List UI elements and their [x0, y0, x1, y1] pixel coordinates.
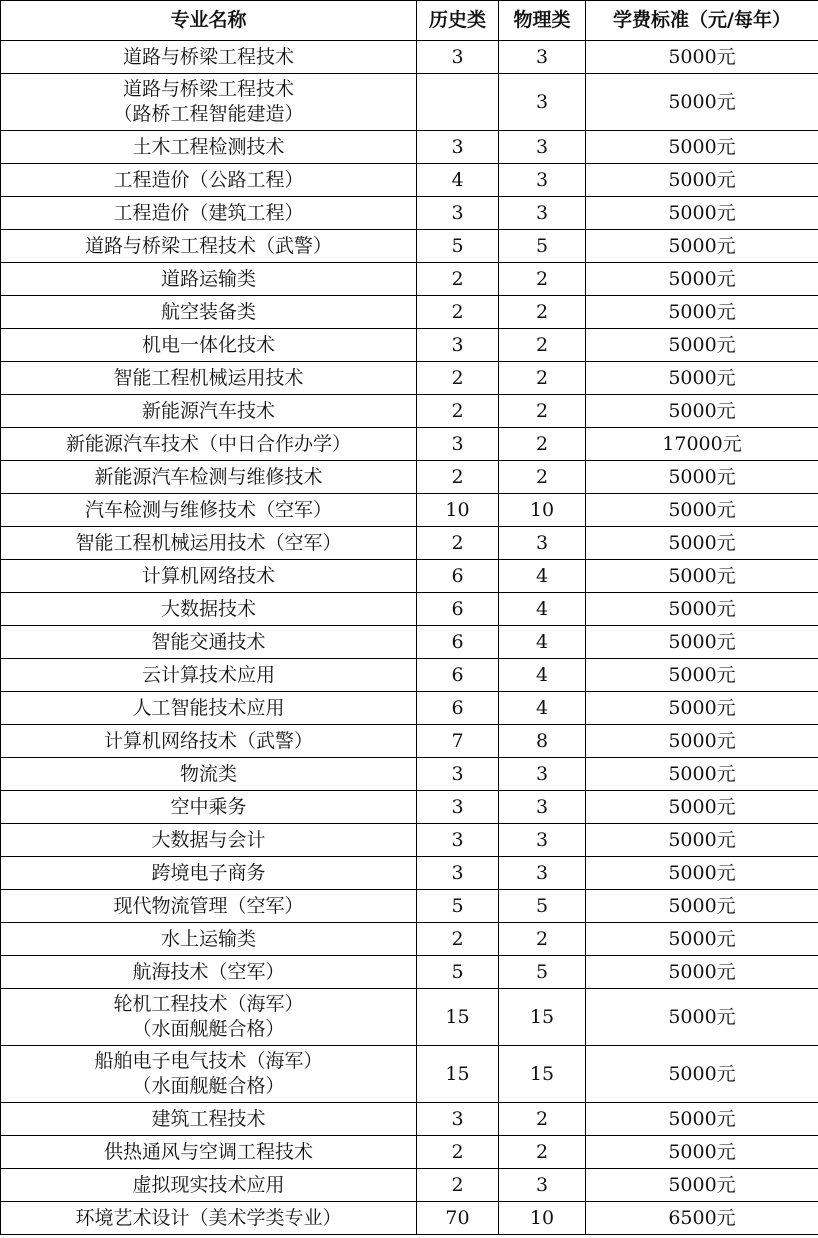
physics-quota-cell: 2 — [499, 263, 586, 296]
major-name-cell — [1, 197, 417, 230]
table-row — [1, 164, 818, 197]
history-quota-cell: 5 — [417, 230, 499, 263]
tuition-fee-cell: 5000元 — [586, 659, 818, 692]
major-name-line: 航空装备类 — [160, 300, 256, 323]
major-name-cell — [1, 428, 417, 461]
table-row — [1, 362, 818, 395]
physics-quota-cell: 5 — [499, 956, 586, 989]
major-name-line: 跨境电子商务 — [151, 861, 266, 884]
major-name-cell — [1, 989, 417, 1046]
header-physics-quota: 物理类 — [499, 1, 586, 41]
major-name-cell — [1, 923, 417, 956]
history-quota-cell: 15 — [417, 989, 499, 1046]
major-name-line: 工程造价（公路工程） — [113, 168, 304, 191]
table-row — [1, 1202, 818, 1235]
history-quota-cell: 2 — [417, 296, 499, 329]
major-name-cell — [1, 494, 417, 527]
history-quota-cell: 2 — [417, 461, 499, 494]
major-name-cell — [1, 1103, 417, 1136]
table-header-row — [1, 1, 818, 41]
table-row — [1, 395, 818, 428]
history-quota-cell: 3 — [417, 329, 499, 362]
physics-quota-cell: 3 — [499, 824, 586, 857]
table-row — [1, 692, 818, 725]
major-name-line: 智能交通技术 — [151, 630, 266, 653]
tuition-fee-cell: 5000元 — [586, 1046, 818, 1103]
history-quota-cell: 6 — [417, 692, 499, 725]
physics-quota-cell: 3 — [499, 164, 586, 197]
major-name-line: 云计算技术应用 — [141, 663, 275, 686]
physics-quota-cell: 3 — [499, 197, 586, 230]
history-quota-cell: 3 — [417, 197, 499, 230]
table-row — [1, 461, 818, 494]
tuition-fee-cell: 5000元 — [586, 1136, 818, 1169]
tuition-fee-cell: 5000元 — [586, 626, 818, 659]
major-name-line: 环境艺术设计（美术学类专业） — [75, 1206, 342, 1229]
table-row — [1, 230, 818, 263]
history-quota-cell: 3 — [417, 1103, 499, 1136]
physics-quota-cell: 4 — [499, 560, 586, 593]
major-name-line: （路桥工程智能建造） — [113, 103, 304, 125]
tuition-fee-cell: 5000元 — [586, 989, 818, 1046]
tuition-fee-cell: 5000元 — [586, 296, 818, 329]
tuition-fee-cell: 5000元 — [586, 956, 818, 989]
history-quota-cell: 6 — [417, 626, 499, 659]
physics-quota-cell: 2 — [499, 329, 586, 362]
history-quota-cell: 2 — [417, 1136, 499, 1169]
history-quota-cell: 2 — [417, 362, 499, 395]
physics-quota-cell: 5 — [499, 230, 586, 263]
table-row — [1, 131, 818, 164]
tuition-fee-cell: 5000元 — [586, 164, 818, 197]
major-name-line: 虚拟现实技术应用 — [132, 1173, 285, 1196]
major-name-line: 轮机工程技术（海军） — [113, 993, 304, 1015]
history-quota-cell: 2 — [417, 1169, 499, 1202]
tuition-fee-cell: 5000元 — [586, 791, 818, 824]
tuition-fee-cell: 5000元 — [586, 725, 818, 758]
table-body — [1, 41, 818, 1235]
major-name-cell — [1, 329, 417, 362]
physics-quota-cell: 2 — [499, 395, 586, 428]
major-name-cell — [1, 164, 417, 197]
table-row — [1, 197, 818, 230]
physics-quota-cell: 3 — [499, 791, 586, 824]
table-row — [1, 791, 818, 824]
physics-quota-cell: 5 — [499, 890, 586, 923]
table-row — [1, 989, 818, 1046]
history-quota-cell: 3 — [417, 131, 499, 164]
table-row — [1, 41, 818, 74]
history-quota-cell: 2 — [417, 263, 499, 296]
header-history-quota: 历史类 — [417, 1, 499, 41]
major-name-cell — [1, 890, 417, 923]
table-row — [1, 1046, 818, 1103]
table-row — [1, 1136, 818, 1169]
table-row — [1, 1103, 818, 1136]
physics-quota-cell: 2 — [499, 461, 586, 494]
major-name-line: 计算机网络技术（武警） — [103, 729, 313, 752]
major-name-cell — [1, 527, 417, 560]
major-name-cell — [1, 593, 417, 626]
major-name-cell — [1, 461, 417, 494]
tuition-fee-cell: 5000元 — [586, 263, 818, 296]
tuition-fee-cell: 5000元 — [586, 692, 818, 725]
major-name-line: （水面舰艇合格） — [132, 1075, 285, 1097]
major-name-cell — [1, 1202, 417, 1235]
table-row — [1, 527, 818, 560]
table-row — [1, 890, 818, 923]
physics-quota-cell: 2 — [499, 923, 586, 956]
physics-quota-cell: 10 — [499, 494, 586, 527]
physics-quota-cell: 3 — [499, 1169, 586, 1202]
major-name-line: 大数据技术 — [160, 597, 256, 620]
tuition-fee-cell: 5000元 — [586, 923, 818, 956]
major-name-line: 智能工程机械运用技术 — [113, 366, 304, 389]
physics-quota-cell: 3 — [499, 527, 586, 560]
major-name-cell — [1, 263, 417, 296]
physics-quota-cell: 4 — [499, 692, 586, 725]
tuition-fee-cell: 5000元 — [586, 1169, 818, 1202]
physics-quota-cell: 2 — [499, 296, 586, 329]
physics-quota-cell: 2 — [499, 362, 586, 395]
tuition-fee-cell: 5000元 — [586, 362, 818, 395]
table-row — [1, 428, 818, 461]
major-name-line: 供热通风与空调工程技术 — [103, 1140, 313, 1163]
major-name-line: 水上运输类 — [160, 927, 256, 950]
physics-quota-cell: 4 — [499, 659, 586, 692]
major-name-line: 道路与桥梁工程技术 — [122, 45, 294, 68]
major-name-cell — [1, 692, 417, 725]
major-name-line: 船舶电子电气技术（海军） — [94, 1050, 323, 1072]
table-row — [1, 74, 818, 131]
major-name-cell — [1, 791, 417, 824]
major-name-cell — [1, 230, 417, 263]
physics-quota-cell: 15 — [499, 989, 586, 1046]
major-name-line: 道路与桥梁工程技术（武警） — [84, 234, 332, 257]
history-quota-cell: 7 — [417, 725, 499, 758]
major-name-line: 土木工程检测技术 — [132, 135, 285, 158]
history-quota-cell: 4 — [417, 164, 499, 197]
table-row — [1, 824, 818, 857]
major-name-cell — [1, 659, 417, 692]
table-row — [1, 758, 818, 791]
tuition-fee-cell: 5000元 — [586, 1103, 818, 1136]
table-row — [1, 659, 818, 692]
major-name-cell — [1, 758, 417, 791]
tuition-fee-cell: 5000元 — [586, 329, 818, 362]
major-name-line: 新能源汽车检测与维修技术 — [94, 465, 323, 488]
tuition-fee-cell: 5000元 — [586, 494, 818, 527]
major-name-line: 航海技术（空军） — [132, 960, 285, 983]
physics-quota-cell: 2 — [499, 428, 586, 461]
physics-quota-cell: 15 — [499, 1046, 586, 1103]
tuition-fee-cell: 17000元 — [586, 428, 818, 461]
tuition-fee-cell: 5000元 — [586, 74, 818, 131]
history-quota-cell: 2 — [417, 527, 499, 560]
physics-quota-cell: 3 — [499, 41, 586, 74]
table-row — [1, 1169, 818, 1202]
table-row — [1, 263, 818, 296]
major-name-cell — [1, 956, 417, 989]
history-quota-cell: 6 — [417, 593, 499, 626]
major-name-cell — [1, 1136, 417, 1169]
major-name-cell — [1, 824, 417, 857]
tuition-fee-cell: 6500元 — [586, 1202, 818, 1235]
history-quota-cell: 5 — [417, 890, 499, 923]
physics-quota-cell: 4 — [499, 626, 586, 659]
physics-quota-cell: 3 — [499, 758, 586, 791]
major-name-cell — [1, 131, 417, 164]
major-name-cell — [1, 1169, 417, 1202]
table-row — [1, 494, 818, 527]
history-quota-cell: 3 — [417, 824, 499, 857]
major-name-line: （水面舰艇合格） — [132, 1018, 285, 1040]
tuition-fee-cell: 5000元 — [586, 395, 818, 428]
tuition-fee-cell: 5000元 — [586, 527, 818, 560]
major-name-cell — [1, 560, 417, 593]
major-name-cell — [1, 1046, 417, 1103]
table-row — [1, 857, 818, 890]
major-name-line: 现代物流管理（空军） — [113, 894, 304, 917]
major-name-line: 计算机网络技术 — [141, 564, 275, 587]
major-name-line: 工程造价（建筑工程） — [113, 201, 304, 224]
table-row — [1, 593, 818, 626]
tuition-fee-cell: 5000元 — [586, 857, 818, 890]
major-name-cell — [1, 74, 417, 131]
major-name-cell — [1, 725, 417, 758]
history-quota-cell: 2 — [417, 395, 499, 428]
major-name-line: 建筑工程技术 — [151, 1107, 266, 1130]
physics-quota-cell: 2 — [499, 1136, 586, 1169]
history-quota-cell: 3 — [417, 758, 499, 791]
history-quota-cell: 3 — [417, 857, 499, 890]
major-name-cell — [1, 296, 417, 329]
tuition-fee-cell: 5000元 — [586, 890, 818, 923]
tuition-fee-cell: 5000元 — [586, 758, 818, 791]
history-quota-cell — [417, 74, 499, 131]
major-name-cell — [1, 626, 417, 659]
major-name-line: 智能工程机械运用技术（空军） — [75, 531, 342, 554]
history-quota-cell: 3 — [417, 791, 499, 824]
history-quota-cell: 10 — [417, 494, 499, 527]
history-quota-cell: 2 — [417, 923, 499, 956]
table-row — [1, 329, 818, 362]
history-quota-cell: 70 — [417, 1202, 499, 1235]
table-row — [1, 923, 818, 956]
physics-quota-cell: 8 — [499, 725, 586, 758]
history-quota-cell: 6 — [417, 659, 499, 692]
physics-quota-cell: 2 — [499, 1103, 586, 1136]
history-quota-cell: 5 — [417, 956, 499, 989]
tuition-fee-cell: 5000元 — [586, 824, 818, 857]
major-name-cell — [1, 857, 417, 890]
table-row — [1, 296, 818, 329]
tuition-fee-cell: 5000元 — [586, 461, 818, 494]
major-name-line: 物流类 — [179, 762, 237, 785]
header-tuition-fee: 学费标准（元/每年） — [586, 1, 818, 41]
table-row — [1, 956, 818, 989]
history-quota-cell: 3 — [417, 428, 499, 461]
major-name-line: 机电一体化技术 — [141, 333, 275, 356]
table-row — [1, 725, 818, 758]
major-name-line: 新能源汽车技术 — [141, 399, 275, 422]
major-name-line: 大数据与会计 — [151, 828, 266, 851]
major-name-cell — [1, 395, 417, 428]
major-name-cell — [1, 41, 417, 74]
tuition-fee-cell: 5000元 — [586, 560, 818, 593]
history-quota-cell: 6 — [417, 560, 499, 593]
major-name-line: 道路运输类 — [160, 267, 256, 290]
physics-quota-cell: 3 — [499, 131, 586, 164]
tuition-fee-cell: 5000元 — [586, 131, 818, 164]
table-row — [1, 560, 818, 593]
table-row — [1, 626, 818, 659]
major-name-line: 空中乘务 — [170, 795, 247, 818]
history-quota-cell: 15 — [417, 1046, 499, 1103]
major-name-line: 汽车检测与维修技术（空军） — [84, 498, 332, 521]
major-name-line: 道路与桥梁工程技术 — [122, 78, 294, 100]
major-name-line: 人工智能技术应用 — [132, 696, 285, 719]
physics-quota-cell: 3 — [499, 857, 586, 890]
major-name-line: 新能源汽车技术（中日合作办学） — [65, 432, 351, 455]
physics-quota-cell: 10 — [499, 1202, 586, 1235]
tuition-fee-cell: 5000元 — [586, 197, 818, 230]
physics-quota-cell: 4 — [499, 593, 586, 626]
tuition-fee-cell: 5000元 — [586, 230, 818, 263]
tuition-fee-cell: 5000元 — [586, 593, 818, 626]
tuition-fee-cell: 5000元 — [586, 41, 818, 74]
physics-quota-cell: 3 — [499, 74, 586, 131]
history-quota-cell: 3 — [417, 41, 499, 74]
header-major-name: 专业名称 — [1, 1, 417, 41]
major-name-cell — [1, 362, 417, 395]
